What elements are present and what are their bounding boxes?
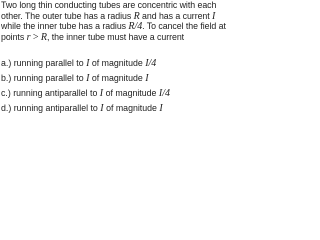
question-document xyxy=(0,0,226,119)
question-line-4-text: points xyxy=(1,31,27,42)
option-c-magnitude: I/4 xyxy=(158,88,170,99)
option-d-current-symbol: I xyxy=(100,103,104,114)
option-d-magnitude: I xyxy=(159,103,163,114)
question-line-4-post-text: , the inner tube must have a current xyxy=(46,31,185,42)
question-line-1-text: Two long thin conducting tubes are concentric with each xyxy=(1,0,217,10)
option-a-current-symbol: I xyxy=(86,58,90,69)
current-symbol: I xyxy=(212,10,216,22)
radius-symbol: R xyxy=(133,10,140,22)
option-a[interactable] xyxy=(1,58,156,69)
question-line-3-text: while the inner tube has a radius xyxy=(1,21,129,31)
option-d-suffix: of magnitude xyxy=(103,103,160,113)
question-line-3-post-text: . To cancel the field at xyxy=(142,21,226,31)
option-b-current-symbol: I xyxy=(86,73,90,84)
question-line-2 xyxy=(1,10,216,22)
option-a-suffix: of magnitude xyxy=(89,58,146,68)
radius-symbol-2: R xyxy=(40,31,47,43)
question-line-4 xyxy=(1,32,199,43)
question-line-1 xyxy=(1,0,217,11)
option-b-magnitude: I xyxy=(145,73,149,84)
option-b-prefix: b.) running parallel to xyxy=(1,73,87,83)
question-text xyxy=(1,0,226,43)
option-c-prefix: c.) running antiparallel to xyxy=(1,88,100,98)
greater-than-symbol: > xyxy=(30,31,41,43)
option-b[interactable] xyxy=(1,73,149,84)
option-a-magnitude: I/4 xyxy=(145,58,157,69)
option-d-prefix: d.) running antiparallel to xyxy=(1,103,101,113)
question-line-2-text: other. The outer tube has a radius xyxy=(1,10,134,21)
point-r-symbol: r xyxy=(26,31,31,43)
option-b-suffix: of magnitude xyxy=(89,73,146,83)
question-line-2-mid-text: and has a current xyxy=(139,10,213,21)
option-c[interactable] xyxy=(1,88,170,99)
inner-radius-expression: R/4 xyxy=(128,21,143,32)
option-a-prefix: a.) running parallel to xyxy=(1,58,87,68)
option-d[interactable] xyxy=(1,103,163,114)
option-c-current-symbol: I xyxy=(99,88,104,99)
option-c-suffix: of magnitude xyxy=(103,88,159,98)
question-line-3 xyxy=(1,21,226,32)
